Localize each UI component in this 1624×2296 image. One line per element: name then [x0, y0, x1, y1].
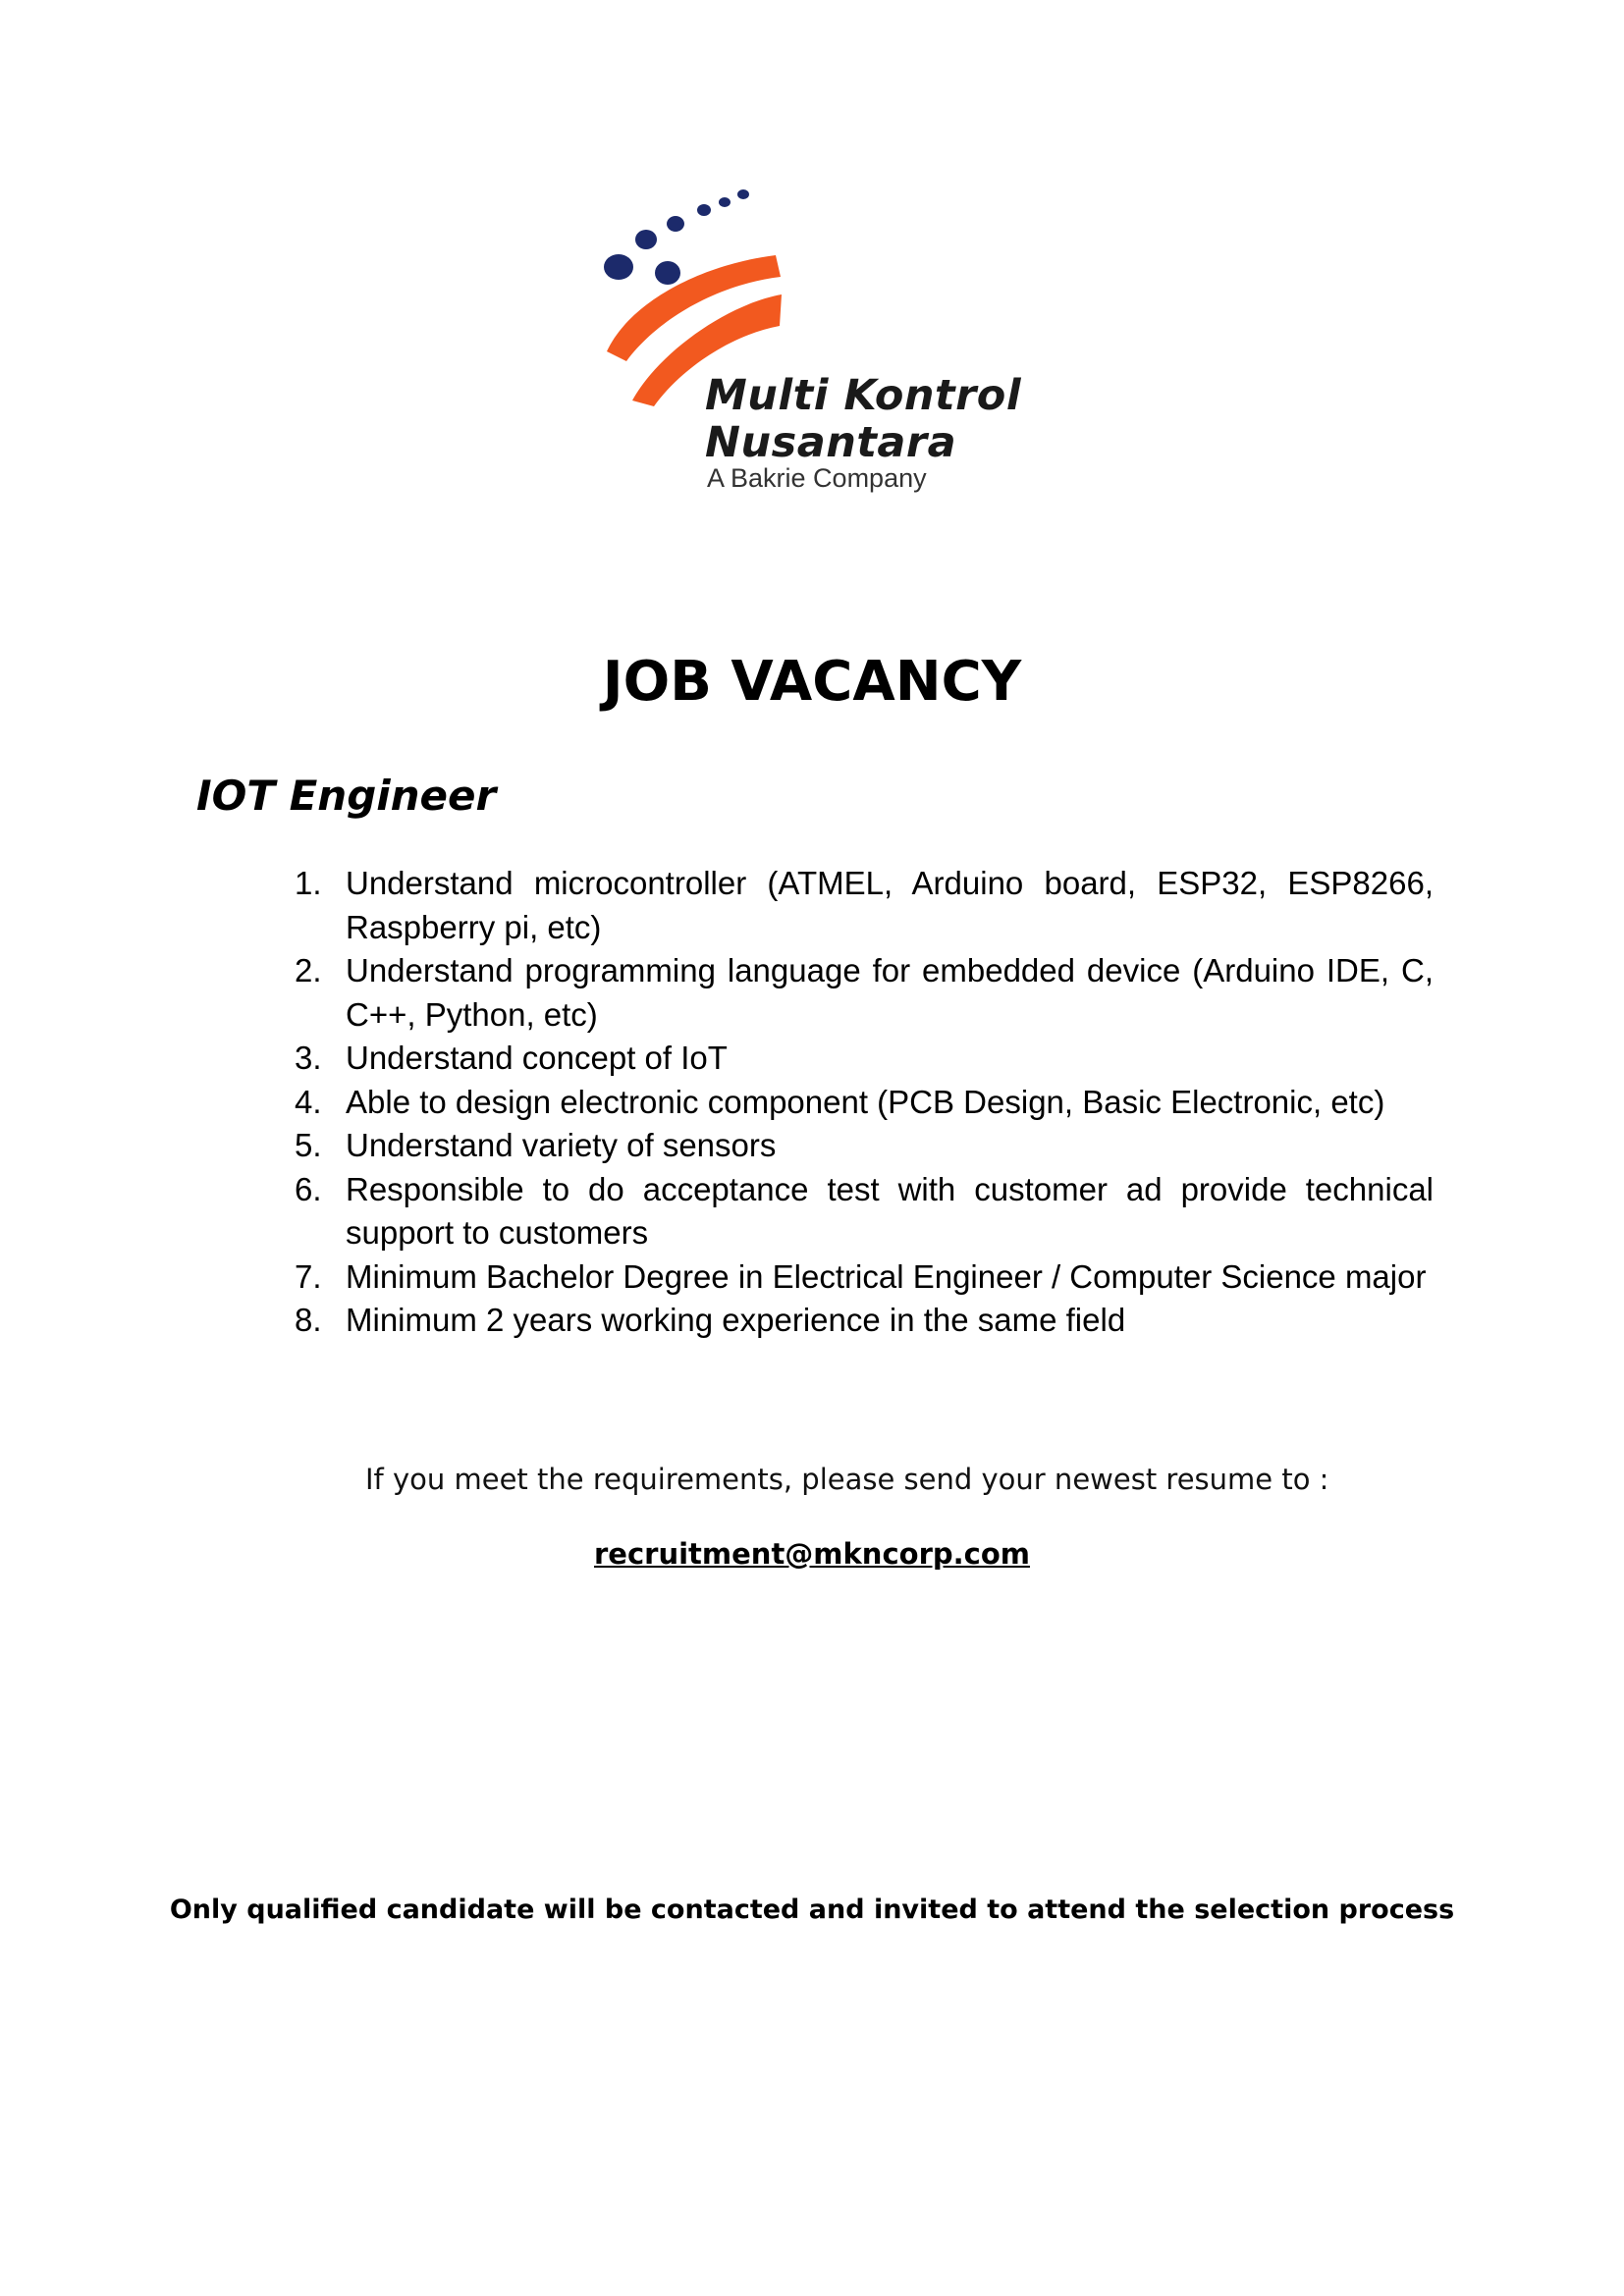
list-item-number: 4.: [295, 1083, 322, 1120]
list-item: [295, 1037, 1434, 1081]
page-title: JOB VACANCY: [602, 650, 1022, 714]
list-item-text: Understand concept of IoT: [346, 1040, 728, 1076]
list-item-text: Understand variety of sensors: [346, 1127, 777, 1163]
list-item-number: 1.: [295, 865, 322, 901]
recruitment-email-link[interactable]: recruitment@mkncorp.com: [594, 1537, 1030, 1571]
logo-tagline: A Bakrie Company: [707, 463, 927, 493]
list-item: [295, 1081, 1434, 1125]
list-item-text: Able to design electronic component (PCB Design, Basic Electronic, etc): [346, 1083, 1385, 1120]
list-item: [295, 949, 1434, 1037]
position-title: IOT Engineer: [196, 772, 497, 820]
list-item: [295, 1124, 1434, 1168]
application-instruction: If you meet the requirements, please send your newest resume to :: [365, 1463, 1329, 1496]
list-item: [295, 862, 1434, 949]
footer-note: Only qualified candidate will be contacted and invited to attend the selection process: [169, 1895, 1455, 1925]
list-item-number: 5.: [295, 1127, 322, 1163]
list-item: [295, 1299, 1434, 1343]
list-item-text: Responsible to do acceptance test with customer ad provide technical support to customers: [346, 1170, 1434, 1251]
logo-company-name-line1: Multi Kontrol: [705, 371, 1022, 420]
list-item-text: Understand programming language for embedded device (Arduino IDE, C, C++, Python, etc): [346, 952, 1434, 1033]
list-item-text: Minimum 2 years working experience in the same field: [346, 1302, 1126, 1338]
list-item: [295, 1168, 1434, 1255]
list-item-number: 8.: [295, 1302, 322, 1338]
list-item-number: 2.: [295, 952, 322, 988]
list-item: [295, 1255, 1434, 1300]
list-item-text: Understand microcontroller (ATMEL, Arduino board, ESP32, ESP8266, Raspberry pi, etc): [346, 865, 1434, 945]
company-logo: [589, 187, 1060, 510]
requirements-list: [295, 862, 1434, 1343]
list-item-number: 7.: [295, 1257, 322, 1295]
list-item-number: 3.: [295, 1040, 322, 1076]
list-item-number: 6.: [295, 1170, 322, 1207]
list-item-text: Minimum Bachelor Degree in Electrical Engineer / Computer Science major: [346, 1257, 1427, 1295]
logo-company-name-line2: Nusantara: [705, 418, 957, 467]
